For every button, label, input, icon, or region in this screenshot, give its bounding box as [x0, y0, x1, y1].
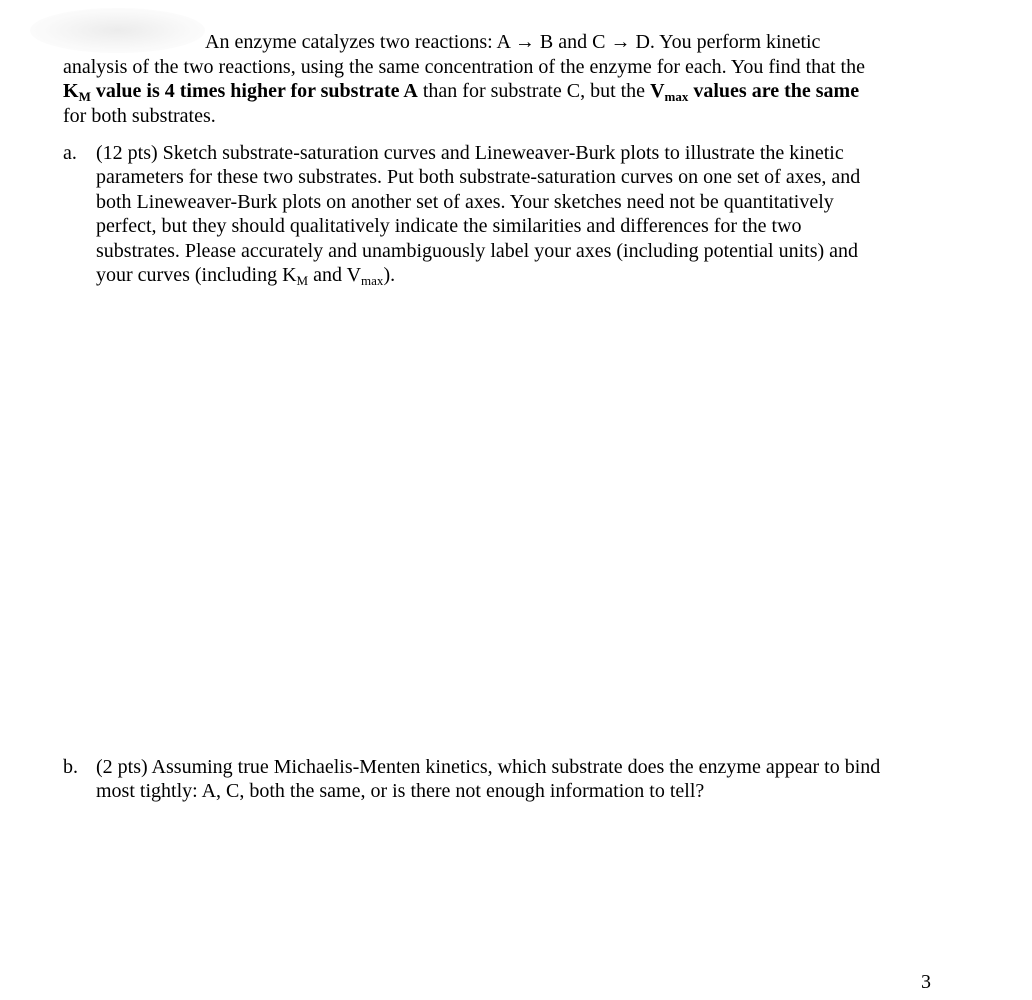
part-a-km-subscript: M — [296, 273, 309, 288]
part-a-line-4: perfect, but they should qualitatively indicate the similarities and differences for the two — [96, 215, 802, 237]
part-a-line-6-pre: your curves (including K — [96, 264, 297, 286]
km-bold-statement: value is 4 times higher for substrate A — [90, 80, 418, 102]
part-a-vmax-subscript: max — [361, 273, 384, 288]
part-b-line-2: most tightly: A, C, both the same, or is there not enough information to tell? — [96, 780, 705, 802]
vmax-subscript: max — [664, 89, 689, 104]
part-a-line-5: substrates. Please accurately and unambiguously label your axes (including potential units) and — [96, 240, 859, 262]
part-a-line-2: parameters for these two substrates. Put both substrate-saturation curves on one set of axes, and — [96, 166, 861, 188]
km-subscript: M — [78, 89, 91, 104]
vmax-bold-statement: values are the same — [688, 80, 860, 102]
intro-line-3 — [63, 79, 859, 105]
part-b-line-1: (2 pts) Assuming true Michaelis-Menten kinetics, which substrate does the enzyme appear to bind — [96, 756, 881, 778]
intro-mid-text: than for substrate C, but the — [417, 80, 651, 102]
intro-line-2: analysis of the two reactions, using the same concentration of the enzyme for each. You find that the — [63, 56, 865, 78]
part-a-line-6 — [96, 263, 395, 289]
part-a-line-6-post: ). — [383, 264, 396, 286]
part-a-line-6-mid: and V — [308, 264, 362, 286]
scan-smudge — [30, 8, 205, 53]
part-a-line-1: (12 pts) Sketch substrate-saturation curves and Lineweaver-Burk plots to illustrate the kinetic — [96, 142, 844, 164]
part-b-marker: b. — [63, 756, 78, 778]
part-a-marker: a. — [63, 142, 77, 164]
km-symbol: K — [63, 80, 79, 102]
part-a-line-3: both Lineweaver-Burk plots on another set of axes. Your sketches need not be quantitatively — [96, 191, 834, 213]
page-number: 3 — [921, 971, 931, 993]
intro-line-1: An enzyme catalyzes two reactions: A → B and C → D. You perform kinetic — [205, 31, 821, 53]
intro-line-4: for both substrates. — [63, 105, 216, 127]
vmax-symbol: V — [650, 80, 665, 102]
